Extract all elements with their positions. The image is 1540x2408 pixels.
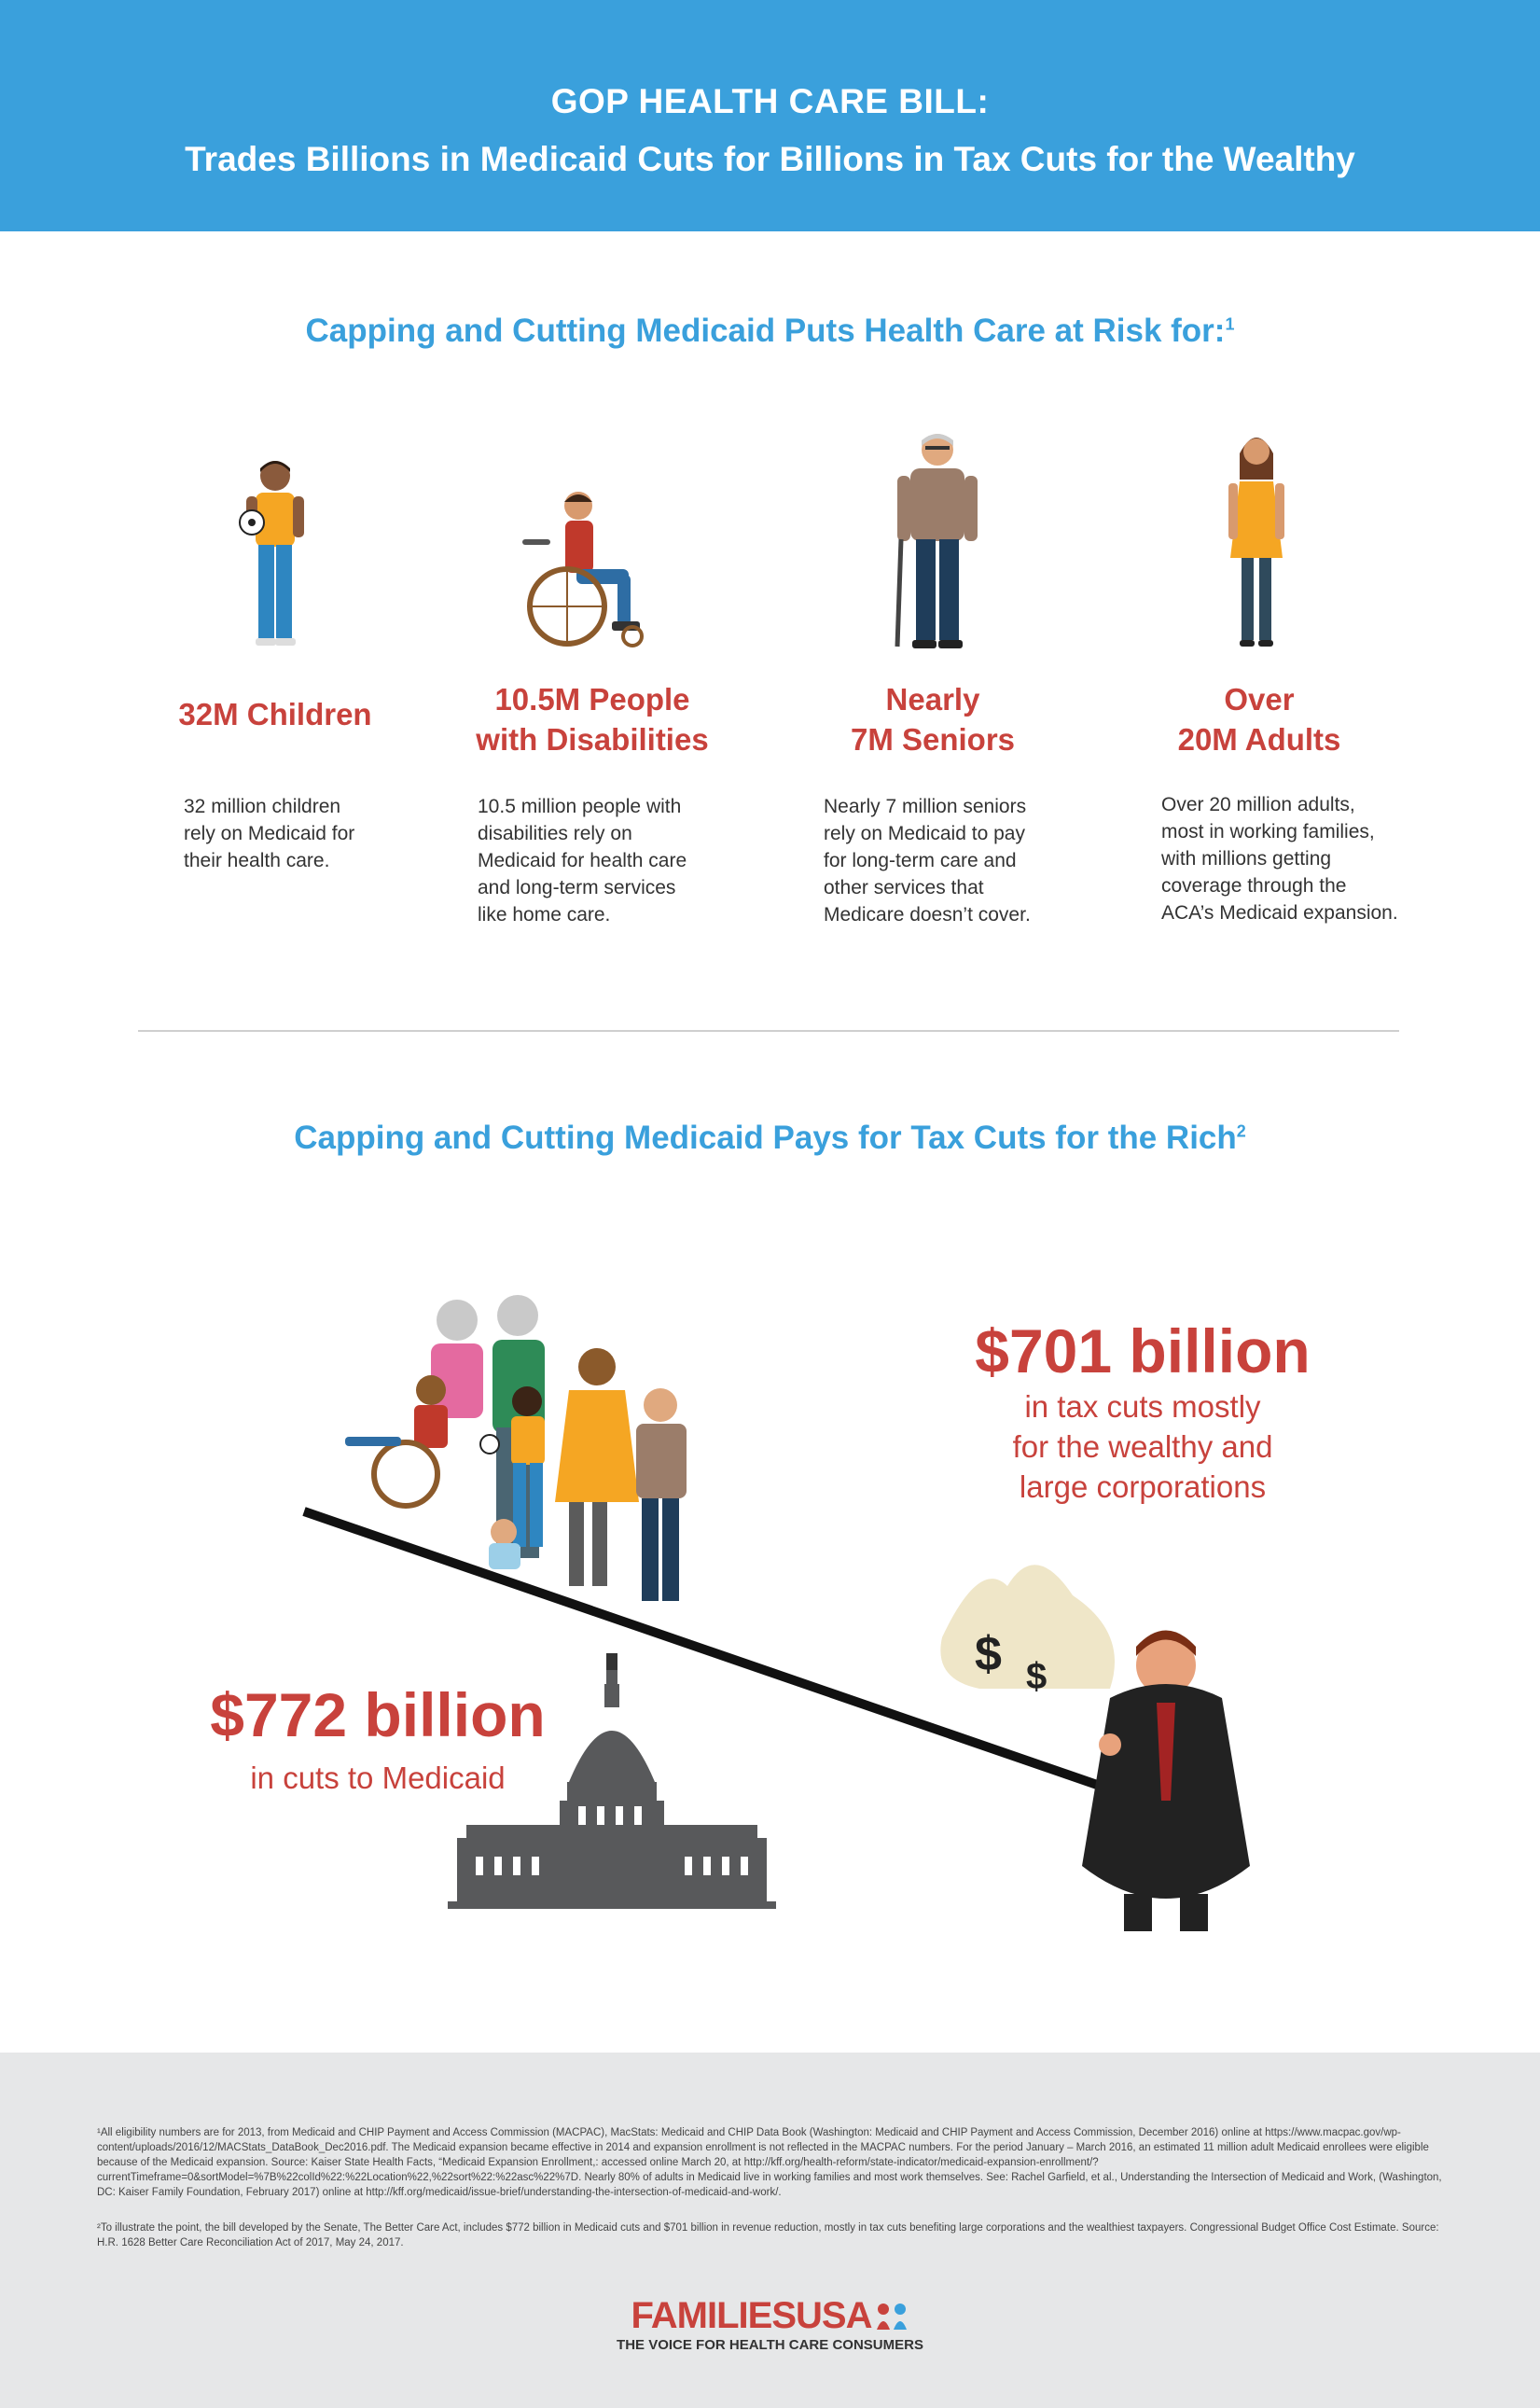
desc-line: 10.5 million people with (478, 796, 682, 817)
group-adults-stat-line1: Over (1224, 682, 1295, 717)
section1-title-text: Capping and Cutting Medicaid Puts Health Care at Risk for: (305, 313, 1226, 349)
money-symbol-2: $ (1026, 1656, 1047, 1697)
logo-name-part1: FAMILIES (631, 2295, 796, 2336)
desc-line: other services that (824, 877, 984, 898)
desc-line: ACA’s Medicaid expansion. (1161, 902, 1398, 924)
medicaid-cuts-amount: $772 billion (210, 1680, 546, 1749)
group-adults-stat-line2: 20M Adults (1177, 722, 1341, 757)
medicaid-cuts-description: in cuts to Medicaid (250, 1761, 506, 1795)
group-disabilities-stat-line1: 10.5M People (494, 682, 690, 717)
desc-line: most in working families, (1161, 821, 1375, 842)
group-children-stat (121, 694, 429, 734)
families-usa-logo (0, 2295, 1540, 2353)
tax-cuts-description (933, 1386, 1353, 1507)
group-seniors-stat-line2: 7M Seniors (850, 722, 1016, 757)
group-adults-stat (1105, 679, 1413, 759)
desc-line: Nearly 7 million seniors (824, 796, 1027, 817)
tax-cuts-amount: $701 billion (975, 1316, 1311, 1385)
money-bag-icon (940, 1565, 1115, 1697)
desc-line: for long-term care and (824, 850, 1017, 871)
desc-line: and long-term services (478, 877, 676, 898)
header-banner (0, 0, 1540, 231)
footnote-2: ²To illustrate the point, the bill developed by the Senate, The Better Care Act, includes $772 billion in Medicaid cuts and $701 billion in revenue reduction, mostly in tax cuts benefiting large corporations and the wealthiest taxpayers. Congressional Budget Office Cost Estimate. Source: H.R. 1628 Better Care Reconciliation Act of 2017, May 24, 2017. (97, 2222, 1439, 2248)
desc-line: rely on Medicaid for (184, 823, 355, 844)
footnote-1: ¹All eligibility numbers are for 2013, from Medicaid and CHIP Payment and Access Commission (MACPAC), MacStats: Medicaid and CHIP Data Book (Washington: Medicaid and CHIP Payment and Access Commission, December 2016) online at https://www.macpac.gov/wp-content/uploads/2016/12/MACStats_DataBook_Dec2016.pdf. The Medicaid expansion became effective in 2014 and expansion enrollment is not reflected in the MACPAC numbers. For the period January – March 2016, an estimated 11 million adult Medicaid enrollees were eligible because of the Medicaid expansion. Source: Kaiser State Health Facts, “Medicaid Expansion Enrollment,: accessed online March 20, at http://kff.org/health-reform/state-indicator/medicaid-expansion-enrollment/?currentTimeframe=0&sortModel=%7B%22colId%22:%22Location%22,%22sort%22:%22asc%22%7D. Nearly 80% of adults in Medicaid live in working families and most work themselves. See: Rachel Garfield, et al., Understanding the Intersection of Medicaid and Work, (Washington, DC: Kaiser Family Foundation, February 2017) online at http://kff.org/medicaid/issue-brief/understanding-the-intersection-of-medicaid-and-work/. (97, 2127, 1442, 2198)
tax-cuts-line3: large corporations (1019, 1469, 1267, 1504)
group-seniors-stat (779, 679, 1087, 759)
desc-line: coverage through the (1161, 875, 1347, 897)
child-figure-icon (233, 455, 317, 653)
group-disabilities-desc (478, 793, 701, 928)
adult-figure-icon (1227, 427, 1286, 651)
desc-line: their health care. (184, 850, 330, 871)
tax-cuts-line1: in tax cuts mostly (1024, 1389, 1261, 1424)
desc-line: with millions getting (1161, 848, 1332, 870)
desc-line: disabilities rely on (478, 823, 632, 844)
money-symbol-1: $ (975, 1627, 1002, 1681)
group-children-stat-line1: 32M Children (178, 697, 372, 731)
group-seniors-stat-line1: Nearly (885, 682, 980, 717)
group-disabilities-stat-line2: with Disabilities (476, 722, 709, 757)
section-divider (138, 1030, 1399, 1032)
logo-people-icon (875, 2297, 909, 2339)
logo-name (0, 2295, 1540, 2339)
desc-line: 32 million children (184, 796, 341, 817)
header-title-line2: Trades Billions in Medicaid Cuts for Billions in Tax Cuts for the Wealthy (185, 140, 1355, 178)
desc-line: Medicaid for health care (478, 850, 687, 871)
logo-tagline: THE VOICE FOR HEALTH CARE CONSUMERS (617, 2336, 923, 2353)
crowd-group-icon (345, 1295, 687, 1601)
group-adults-desc (1161, 791, 1422, 926)
desc-line: rely on Medicaid to pay (824, 823, 1025, 844)
wheelchair-figure-icon (520, 487, 666, 653)
section2-footnote-mark: 2 (1236, 1121, 1246, 1141)
senior-figure-icon (888, 427, 987, 653)
group-seniors-desc (824, 793, 1047, 928)
header-title-line1: GOP HEALTH CARE BILL: (550, 82, 990, 120)
group-disabilities-stat (438, 679, 746, 759)
section2-title-text: Capping and Cutting Medicaid Pays for Tax Cuts for the Rich (294, 1120, 1237, 1156)
desc-line: Medicare doesn’t cover. (824, 904, 1031, 926)
section1-footnote-mark: 1 (1225, 314, 1235, 334)
section2-title (0, 1120, 1540, 1157)
group-children-desc (184, 793, 408, 874)
desc-line: Over 20 million adults, (1161, 794, 1355, 815)
logo-name-part2: USA (796, 2295, 872, 2336)
section1-title (0, 313, 1540, 350)
tax-cuts-line2: for the wealthy and (1012, 1429, 1273, 1464)
desc-line: like home care. (478, 904, 611, 926)
